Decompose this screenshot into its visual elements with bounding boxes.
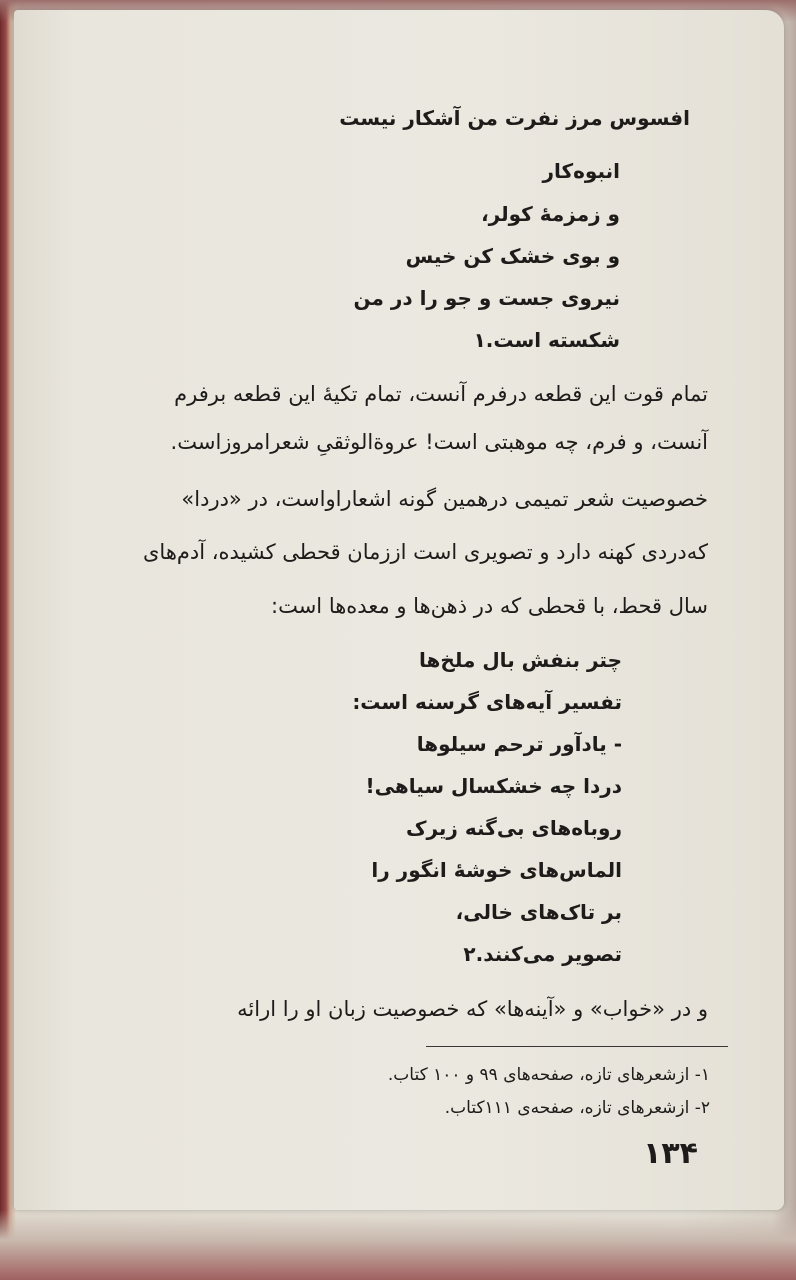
poem1-line-6: شکسته است.۱ xyxy=(473,328,620,352)
poem2-line-7: بر تاک‌های خالی، xyxy=(455,900,622,924)
prose-line-5: سال قحط، با قحطی که در ذهن‌ها و معده‌ها است: xyxy=(271,594,708,618)
poem2-line-8: تصویر می‌کنند.۲ xyxy=(463,942,622,966)
prose-line-3: خصوصیت شعر تمیمی درهمین گونه اشعاراواست، در «دردا» xyxy=(181,487,708,511)
prose-line-2: آنست، و فرم، چه موهبتی است! عروةالوثقیِ شعرامروزاست. xyxy=(170,430,708,454)
poem2-line-6: الماس‌های خوشهٔ انگور را xyxy=(371,858,622,882)
footnote-rule xyxy=(426,1046,728,1047)
poem1-line-1: افسوس مرز نفرت من آشکار نیست xyxy=(339,106,690,130)
poem1-line-2: انبوه‌کار xyxy=(542,159,620,183)
prose-line-6: و در «خواب» و «آینه‌ها» که خصوصیت زبان او را ارائه xyxy=(237,997,708,1021)
poem2-line-1: چتر بنفش بال ملخ‌ها xyxy=(419,648,622,672)
book-page xyxy=(14,10,784,1210)
poem1-line-5: نیروی جست و جو را در من xyxy=(353,286,620,310)
prose-line-1: تمام قوت این قطعه درفرم آنست، تمام تکیهٔ این قطعه برفرم xyxy=(174,382,708,406)
poem2-line-5: روباه‌های بی‌گنه زیرک xyxy=(405,816,622,840)
book-bottom-edge xyxy=(0,1210,796,1280)
poem2-line-2: تفسیر آیه‌های گرسنه است: xyxy=(352,690,622,714)
poem2-line-3: - یادآور ترحم سیلوها xyxy=(416,732,622,756)
footnote-2: ۲- ازشعرهای تازه، صفحه‌ی ۱۱۱کتاب. xyxy=(444,1098,710,1118)
prose-line-4: که‌دردی کهنه دارد و تصویری است اززمان قحطی کشیده، آدم‌های xyxy=(142,540,708,564)
poem2-line-4: دردا چه خشکسال سیاهی! xyxy=(365,774,622,798)
poem1-line-3: و زمزمهٔ کولر، xyxy=(481,202,620,226)
poem1-line-4: و بوی خشک کن خیس xyxy=(405,244,620,268)
footnote-1: ۱- ازشعرهای تازه، صفحه‌های ۹۹ و ۱۰۰ کتاب. xyxy=(387,1065,710,1085)
page-number: ۱۳۴ xyxy=(643,1136,698,1171)
